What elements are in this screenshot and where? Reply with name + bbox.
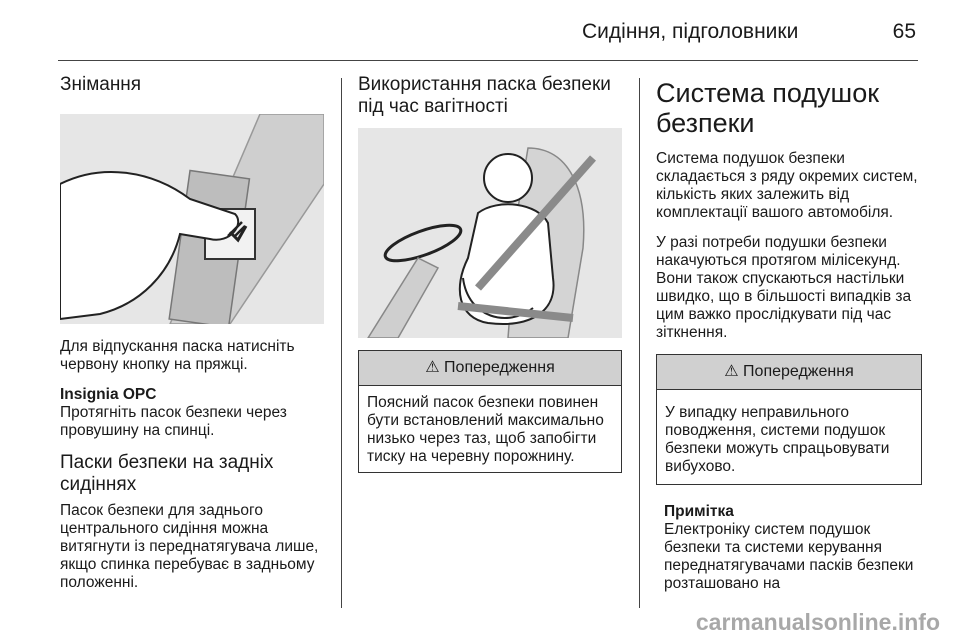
pregnancy-warning-box — [358, 350, 622, 473]
removal-caption: Для відпускання паска натисніть червону кнопку на пряжці. — [60, 338, 295, 373]
airbag-warning-box — [656, 354, 922, 485]
column-divider-2 — [639, 78, 640, 608]
column-1 — [60, 74, 328, 604]
airbag-system-heading: Система подушок безпеки — [656, 78, 880, 138]
warning-triangle-icon: ⚠ — [425, 359, 440, 376]
page-header-title: Сидіння, підголовники — [582, 20, 799, 43]
column-3 — [656, 74, 922, 593]
note-label: Примітка — [664, 503, 734, 520]
pregnant-driver-illustration — [358, 128, 622, 338]
rear-seatbelts-text: Пасок безпеки для заднього центрального сидіння можна витягнути із переднатягувача лише, якщо спинка перебуває в задньому положенні. — [60, 502, 319, 591]
airbag-warning-text: У випадку неправильного поводження, системи подушок безпеки можуть спрацьовувати вибухово. — [665, 404, 890, 475]
opc-label: Insignia OPC — [60, 386, 157, 403]
pregnancy-warning-header — [359, 351, 621, 386]
header-rule — [58, 60, 918, 61]
note-text: Електроніку систем подушок безпеки та системи керування переднатягувачами пасків безпеки розташовано на — [664, 521, 914, 592]
column-divider-1 — [341, 78, 342, 608]
pregnancy-warning-text: Поясний пасок безпеки повинен бути встановлений максимально низько через таз, щоб запобігти тиску на черевну порожнину. — [367, 394, 604, 465]
airbag-para-2: У разі потреби подушки безпеки накачуються протягом мілісекунд. Вони також спускаються настільки швидко, що в більшості випадків за цим важко прослідкувати під час зіткнення. — [656, 234, 912, 341]
removal-heading: Знімання — [60, 74, 142, 95]
airbag-warning-header — [657, 355, 921, 390]
seatbelt-buckle-illustration — [60, 114, 324, 324]
opc-paragraph — [60, 386, 328, 440]
column-2 — [358, 74, 622, 473]
opc-text: Протягніть пасок безпеки через провушину на спинці. — [60, 404, 287, 439]
pregnancy-warning-title: Попередження — [444, 359, 555, 376]
airbag-warning-title: Попередження — [743, 363, 854, 380]
airbag-note — [656, 503, 922, 593]
page-number: 65 — [892, 20, 916, 43]
watermark: carmanualsonline.info — [695, 609, 940, 635]
airbag-para-1: Система подушок безпеки складається з ряду окремих систем, кількість яких залежить від комплектації вашого автомобіля. — [656, 150, 918, 221]
warning-triangle-icon: ⚠ — [724, 363, 739, 380]
pregnancy-heading: Використання паска безпеки під час вагітності — [358, 74, 611, 117]
rear-seatbelts-heading: Паски безпеки на задніх сидіннях — [60, 452, 274, 495]
